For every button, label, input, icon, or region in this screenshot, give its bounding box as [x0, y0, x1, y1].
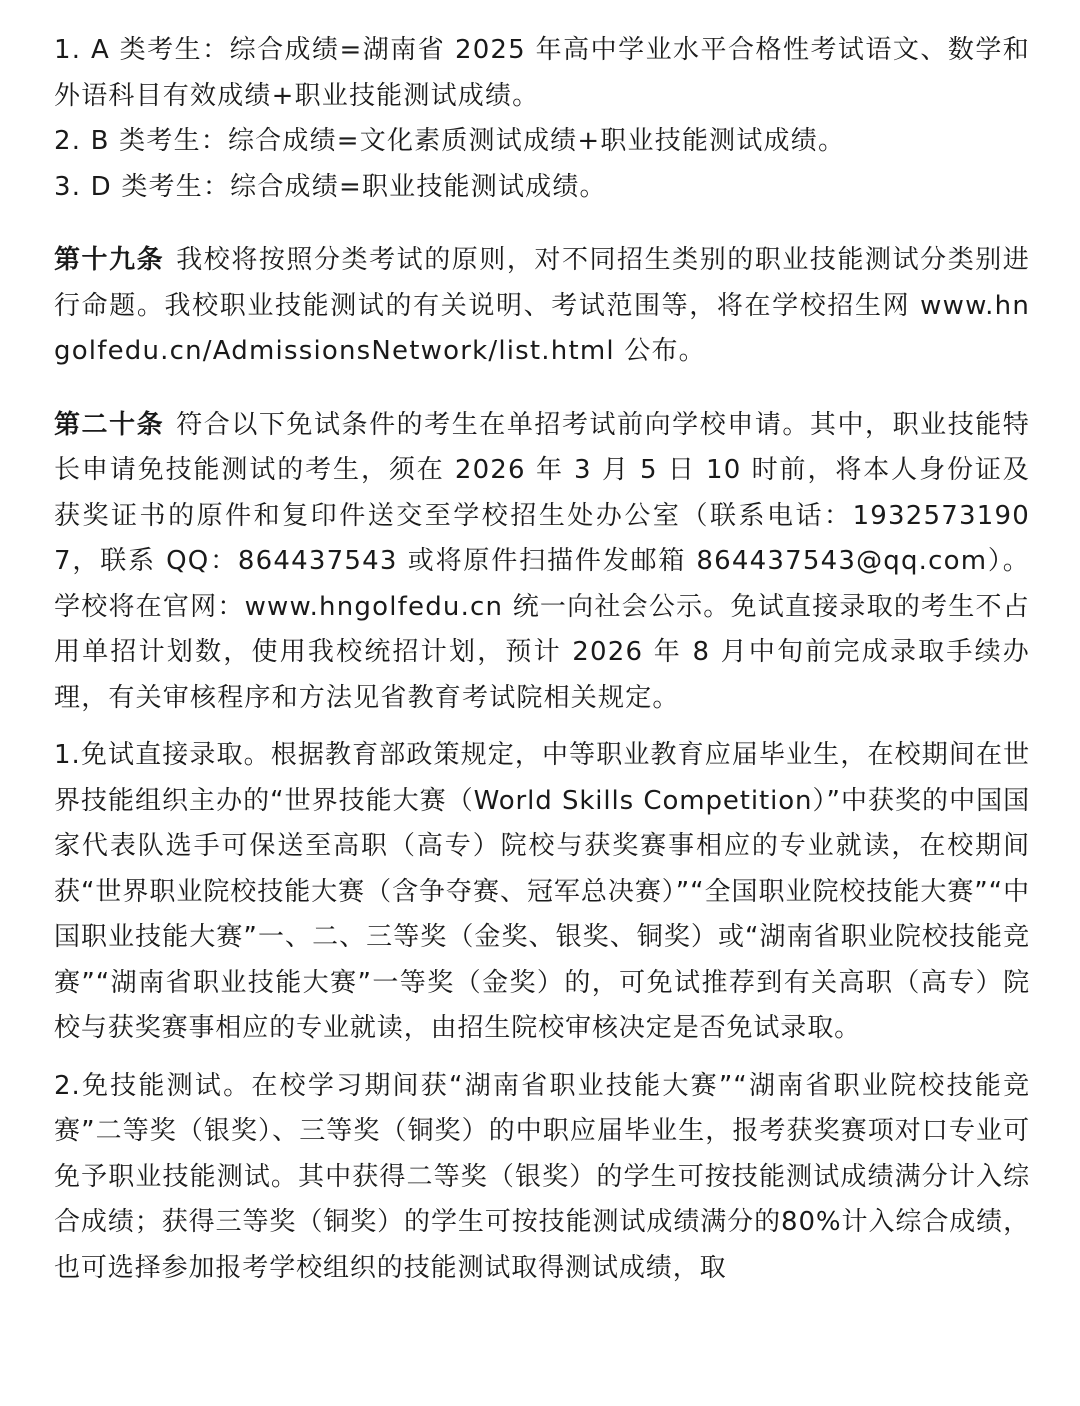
article-20: [54, 403, 1030, 722]
article-19-heading: 第十九条: [54, 245, 165, 275]
article-20-text: 符合以下免试条件的考生在单招考试前向学校申请。其中，职业技能特长申请免技能测试的考生，须在 2026 年 3 月 5 日 10 时前，将本人身份证及获奖证书的原件和复印件送交至学校招生处办公室（联系电话：19325731907，联系 QQ：864437543 或将原件扫描件发邮箱 864437543@qq.com）。学校将在官网：www.hngolfedu.cn 统一向社会公示。免试直接录取的考生不占用单招计划数，使用我校统招计划，预计 2026 年 8 月中旬前完成录取手续办理，有关审核程序和方法见省教育考试院相关规定。: [54, 409, 1030, 713]
document-page: [54, 28, 1030, 1291]
intro-item-b: 2. B 类考生：综合成绩=文化素质测试成绩+职业技能测试成绩。: [54, 126, 846, 156]
article-19-text: 我校将按照分类考试的原则，对不同招生类别的职业技能测试分类别进行命题。我校职业技能测试的有关说明、考试范围等，将在学校招生网 www.hngolfedu.cn/AdmissionsNetwork/list.html 公布。: [54, 245, 1030, 366]
exemption-item-skill-test: 2.免技能测试。在校学习期间获“湖南省职业技能大赛”“湖南省职业院校技能竞赛”二等奖（银奖）、三等奖（铜奖）的中职应届毕业生，报考获奖赛项对口专业可免予职业技能测试。其中获得二等奖（银奖）的学生可按技能测试成绩满分计入综合成绩；获得三等奖（铜奖）的学生可按技能测试成绩满分的80%计入综合成绩，也可选择参加报考学校组织的技能测试取得测试成绩，取: [54, 1070, 1030, 1283]
exemption-item-direct-admission: 1.免试直接录取。根据教育部政策规定，中等职业教育应届毕业生，在校期间在世界技能组织主办的“世界技能大赛（World Skills Competition）”中获奖的中国国家代表队选手可保送至高职（高专）院校与获奖赛事相应的专业就读，在校期间获“世界职业院校技能大赛（含争夺赛、冠军总决赛）”“全国职业院校技能大赛”“中国职业技能大赛”一、二、三等奖（金奖、银奖、铜奖）或“湖南省职业院校技能竞赛”“湖南省职业技能大赛”一等奖（金奖）的，可免试推荐到有关高职（高专）院校与获奖赛事相应的专业就读，由招生院校审核决定是否免试录取。: [54, 740, 1030, 1043]
article-19: [54, 238, 1030, 375]
intro-item-d: 3. D 类考生：综合成绩=职业技能测试成绩。: [54, 171, 607, 202]
intro-item-a: 1. A 类考生：综合成绩=湖南省 2025 年高中学业水平合格性考试语文、数学和外语科目有效成绩+职业技能测试成绩。: [54, 35, 1030, 111]
article-20-heading: 第二十条: [54, 409, 165, 440]
